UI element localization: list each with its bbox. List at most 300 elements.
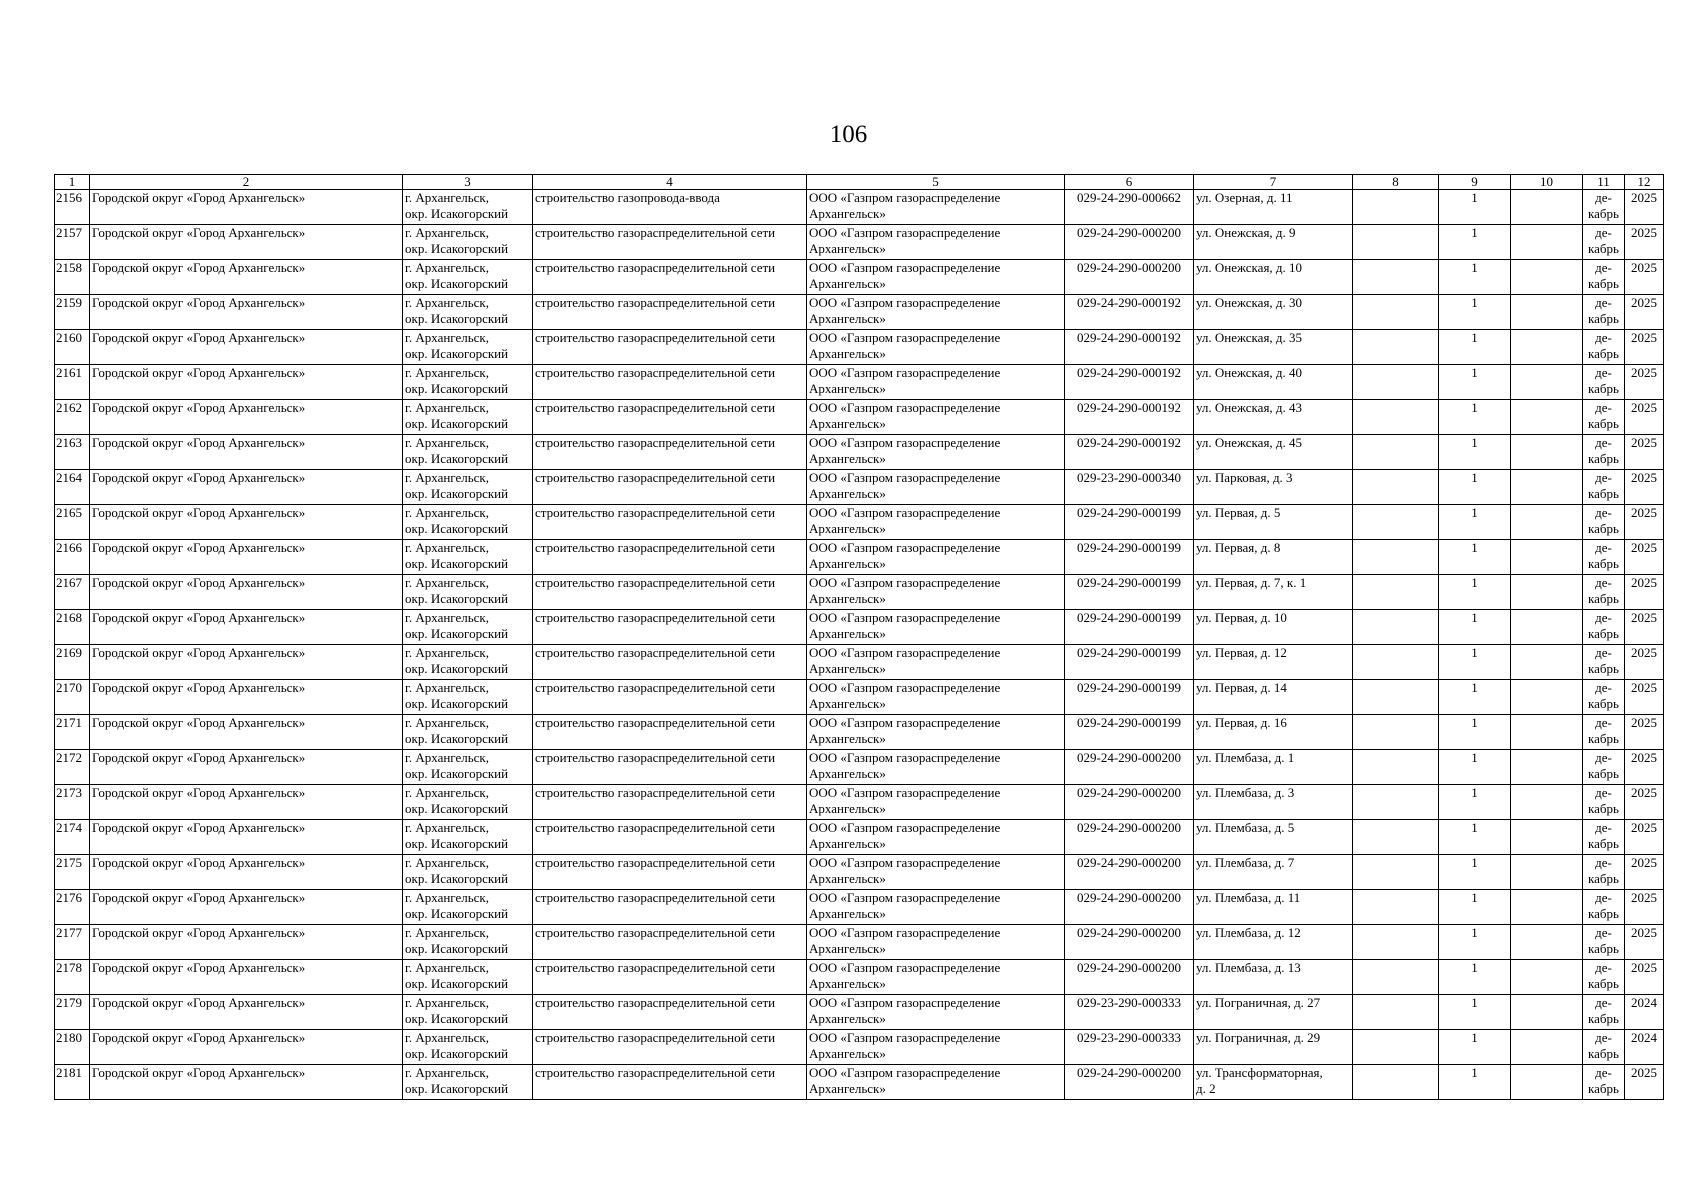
organization-cell — [807, 925, 1065, 960]
month-cell-line: де- — [1595, 960, 1612, 975]
month-cell-line: кабрь — [1588, 521, 1619, 536]
month-cell — [1583, 750, 1625, 785]
table-row — [55, 890, 1664, 925]
quantity-cell: 1 — [1439, 995, 1511, 1030]
year-cell: 2025 — [1625, 295, 1664, 330]
month-cell — [1583, 540, 1625, 575]
location-cell-line: окр. Исакогорский — [405, 241, 509, 256]
month-cell-line: де- — [1595, 1065, 1612, 1080]
column-8-cell — [1353, 750, 1439, 785]
object-code-cell: 029-24-290-000192 — [1065, 365, 1194, 400]
column-8-cell — [1353, 400, 1439, 435]
object-code-cell: 029-24-290-000192 — [1065, 435, 1194, 470]
organization-cell-line: ООО «Газпром газораспределение — [809, 400, 1001, 415]
month-cell-line: де- — [1595, 505, 1612, 520]
column-10-cell — [1511, 715, 1583, 750]
organization-cell-line: Архангельск» — [809, 731, 886, 746]
location-cell — [403, 295, 533, 330]
location-cell-line: г. Архангельск, — [405, 715, 489, 730]
object-code-cell: 029-24-290-000199 — [1065, 715, 1194, 750]
address-cell-line: ул. Онежская, д. 40 — [1196, 365, 1303, 380]
row-number: 2156 — [55, 190, 90, 225]
organization-cell-line: Архангельск» — [809, 1046, 886, 1061]
location-cell — [403, 995, 533, 1030]
work-type-cell: строительство газораспределительной сети — [533, 610, 807, 645]
organization-cell — [807, 435, 1065, 470]
quantity-cell: 1 — [1439, 505, 1511, 540]
municipality-cell: Городской округ «Город Архангельск» — [90, 715, 403, 750]
object-code-cell: 029-24-290-000200 — [1065, 925, 1194, 960]
organization-cell — [807, 820, 1065, 855]
organization-cell-line: Архангельск» — [809, 661, 886, 676]
municipality-cell: Городской округ «Город Архангельск» — [90, 750, 403, 785]
column-8-cell — [1353, 820, 1439, 855]
column-8-cell — [1353, 225, 1439, 260]
location-cell-line: окр. Исакогорский — [405, 311, 509, 326]
location-cell — [403, 960, 533, 995]
municipality-cell: Городской округ «Город Архангельск» — [90, 225, 403, 260]
quantity-cell: 1 — [1439, 435, 1511, 470]
table-row — [55, 750, 1664, 785]
month-cell-line: кабрь — [1588, 906, 1619, 921]
row-number: 2165 — [55, 505, 90, 540]
organization-cell-line: Архангельск» — [809, 976, 886, 991]
column-10-cell — [1511, 470, 1583, 505]
month-cell — [1583, 960, 1625, 995]
organization-cell-line: ООО «Газпром газораспределение — [809, 365, 1001, 380]
quantity-cell: 1 — [1439, 1030, 1511, 1065]
organization-cell-line: Архангельск» — [809, 1081, 886, 1096]
object-code-cell: 029-24-290-000200 — [1065, 855, 1194, 890]
location-cell-line: окр. Исакогорский — [405, 451, 509, 466]
row-number: 2180 — [55, 1030, 90, 1065]
object-code-cell: 029-23-290-000340 — [1065, 470, 1194, 505]
address-cell — [1194, 1065, 1353, 1100]
organization-cell-line: ООО «Газпром газораспределение — [809, 260, 1001, 275]
address-cell-line: ул. Трансформаторная, — [1196, 1065, 1323, 1080]
address-cell-line: ул. Онежская, д. 35 — [1196, 330, 1303, 345]
address-cell — [1194, 680, 1353, 715]
location-cell-line: окр. Исакогорский — [405, 556, 509, 571]
organization-cell-line: Архангельск» — [809, 801, 886, 816]
object-code-cell: 029-24-290-000200 — [1065, 750, 1194, 785]
work-type-cell: строительство газораспределительной сети — [533, 855, 807, 890]
municipality-cell: Городской округ «Город Архангельск» — [90, 645, 403, 680]
table-row — [55, 855, 1664, 890]
address-cell-line: ул. Пограничная, д. 27 — [1196, 995, 1321, 1010]
organization-cell — [807, 995, 1065, 1030]
object-code-cell: 029-24-290-000200 — [1065, 1065, 1194, 1100]
organization-cell-line: ООО «Газпром газораспределение — [809, 505, 1001, 520]
location-cell-line: г. Архангельск, — [405, 820, 489, 835]
organization-cell-line: ООО «Газпром газораспределение — [809, 750, 1001, 765]
row-number: 2162 — [55, 400, 90, 435]
address-cell-line: ул. Плембаза, д. 7 — [1196, 855, 1295, 870]
location-cell — [403, 575, 533, 610]
organization-cell — [807, 260, 1065, 295]
month-cell-line: кабрь — [1588, 661, 1619, 676]
table-row — [55, 785, 1664, 820]
organization-cell-line: Архангельск» — [809, 766, 886, 781]
location-cell-line: г. Архангельск, — [405, 225, 489, 240]
organization-cell-line: ООО «Газпром газораспределение — [809, 330, 1001, 345]
column-10-cell — [1511, 610, 1583, 645]
table-row — [55, 190, 1664, 225]
location-cell — [403, 190, 533, 225]
row-number: 2174 — [55, 820, 90, 855]
organization-cell-line: ООО «Газпром газораспределение — [809, 1065, 1001, 1080]
quantity-cell: 1 — [1439, 785, 1511, 820]
organization-cell — [807, 680, 1065, 715]
year-cell: 2024 — [1625, 995, 1664, 1030]
work-type-cell: строительство газораспределительной сети — [533, 890, 807, 925]
location-cell-line: г. Архангельск, — [405, 610, 489, 625]
organization-cell — [807, 365, 1065, 400]
organization-cell-line: ООО «Газпром газораспределение — [809, 855, 1001, 870]
row-number: 2171 — [55, 715, 90, 750]
month-cell-line: де- — [1595, 715, 1612, 730]
column-8-cell — [1353, 505, 1439, 540]
object-code-cell: 029-24-290-000199 — [1065, 505, 1194, 540]
organization-cell — [807, 295, 1065, 330]
quantity-cell: 1 — [1439, 575, 1511, 610]
month-cell-line: кабрь — [1588, 451, 1619, 466]
work-type-cell: строительство газораспределительной сети — [533, 995, 807, 1030]
organization-cell — [807, 785, 1065, 820]
column-10-cell — [1511, 820, 1583, 855]
table-row — [55, 505, 1664, 540]
location-cell-line: окр. Исакогорский — [405, 836, 509, 851]
municipality-cell: Городской округ «Город Архангельск» — [90, 470, 403, 505]
month-cell — [1583, 400, 1625, 435]
organization-cell-line: ООО «Газпром газораспределение — [809, 995, 1001, 1010]
address-cell — [1194, 470, 1353, 505]
column-8-cell — [1353, 610, 1439, 645]
column-10-cell — [1511, 960, 1583, 995]
location-cell-line: окр. Исакогорский — [405, 626, 509, 641]
year-cell: 2025 — [1625, 540, 1664, 575]
address-cell-line: ул. Первая, д. 7, к. 1 — [1196, 575, 1307, 590]
table-row — [55, 715, 1664, 750]
address-cell-line: ул. Плембаза, д. 1 — [1196, 750, 1295, 765]
municipality-cell: Городской округ «Город Архангельск» — [90, 855, 403, 890]
month-cell-line: кабрь — [1588, 311, 1619, 326]
location-cell-line: окр. Исакогорский — [405, 486, 509, 501]
location-cell-line: окр. Исакогорский — [405, 521, 509, 536]
address-cell — [1194, 925, 1353, 960]
column-8-cell — [1353, 960, 1439, 995]
row-number: 2169 — [55, 645, 90, 680]
address-cell-line: ул. Плембаза, д. 13 — [1196, 960, 1301, 975]
organization-cell-line: Архангельск» — [809, 276, 886, 291]
location-cell — [403, 785, 533, 820]
table-row — [55, 1030, 1664, 1065]
month-cell-line: кабрь — [1588, 976, 1619, 991]
location-cell-line: г. Архангельск, — [405, 960, 489, 975]
address-cell-line: ул. Первая, д. 12 — [1196, 645, 1287, 660]
address-cell-line: ул. Онежская, д. 45 — [1196, 435, 1303, 450]
year-cell: 2025 — [1625, 645, 1664, 680]
table-row — [55, 645, 1664, 680]
column-header: 10 — [1511, 175, 1583, 190]
month-cell — [1583, 575, 1625, 610]
quantity-cell: 1 — [1439, 680, 1511, 715]
municipality-cell: Городской округ «Город Архангельск» — [90, 435, 403, 470]
address-cell-line: ул. Первая, д. 8 — [1196, 540, 1281, 555]
table-row — [55, 435, 1664, 470]
year-cell: 2025 — [1625, 960, 1664, 995]
month-cell — [1583, 295, 1625, 330]
row-number: 2157 — [55, 225, 90, 260]
location-cell-line: окр. Исакогорский — [405, 731, 509, 746]
object-code-cell: 029-24-290-000200 — [1065, 225, 1194, 260]
location-cell-line: г. Архангельск, — [405, 1030, 489, 1045]
column-header: 9 — [1439, 175, 1511, 190]
organization-cell-line: Архангельск» — [809, 206, 886, 221]
table-row — [55, 470, 1664, 505]
column-header: 2 — [90, 175, 403, 190]
row-number: 2160 — [55, 330, 90, 365]
column-8-cell — [1353, 645, 1439, 680]
address-cell — [1194, 715, 1353, 750]
month-cell — [1583, 715, 1625, 750]
year-cell: 2025 — [1625, 785, 1664, 820]
address-cell — [1194, 400, 1353, 435]
municipality-cell: Городской округ «Город Архангельск» — [90, 400, 403, 435]
column-8-cell — [1353, 1065, 1439, 1100]
column-10-cell — [1511, 225, 1583, 260]
quantity-cell: 1 — [1439, 645, 1511, 680]
column-8-cell — [1353, 295, 1439, 330]
organization-cell-line: Архангельск» — [809, 906, 886, 921]
municipality-cell: Городской округ «Город Архангельск» — [90, 540, 403, 575]
table-header — [55, 175, 1664, 190]
municipality-cell: Городской округ «Город Архангельск» — [90, 575, 403, 610]
year-cell: 2024 — [1625, 1030, 1664, 1065]
organization-cell — [807, 505, 1065, 540]
month-cell-line: де- — [1595, 750, 1612, 765]
organization-cell — [807, 890, 1065, 925]
organization-cell-line: Архангельск» — [809, 416, 886, 431]
address-cell — [1194, 1030, 1353, 1065]
month-cell — [1583, 995, 1625, 1030]
organization-cell — [807, 715, 1065, 750]
work-type-cell: строительство газораспределительной сети — [533, 680, 807, 715]
row-number: 2159 — [55, 295, 90, 330]
column-8-cell — [1353, 680, 1439, 715]
organization-cell-line: ООО «Газпром газораспределение — [809, 575, 1001, 590]
column-header: 1 — [55, 175, 90, 190]
column-10-cell — [1511, 995, 1583, 1030]
year-cell: 2025 — [1625, 715, 1664, 750]
quantity-cell: 1 — [1439, 1065, 1511, 1100]
column-8-cell — [1353, 785, 1439, 820]
organization-cell-line: ООО «Газпром газораспределение — [809, 645, 1001, 660]
work-type-cell: строительство газораспределительной сети — [533, 225, 807, 260]
address-cell-line: ул. Первая, д. 16 — [1196, 715, 1287, 730]
address-cell — [1194, 225, 1353, 260]
organization-cell-line: ООО «Газпром газораспределение — [809, 610, 1001, 625]
month-cell-line: кабрь — [1588, 696, 1619, 711]
location-cell — [403, 750, 533, 785]
location-cell — [403, 540, 533, 575]
work-type-cell: строительство газораспределительной сети — [533, 505, 807, 540]
object-code-cell: 029-24-290-000200 — [1065, 820, 1194, 855]
location-cell-line: окр. Исакогорский — [405, 766, 509, 781]
address-cell — [1194, 295, 1353, 330]
month-cell-line: де- — [1595, 470, 1612, 485]
work-type-cell: строительство газораспределительной сети — [533, 365, 807, 400]
location-cell-line: окр. Исакогорский — [405, 696, 509, 711]
organization-cell-line: ООО «Газпром газораспределение — [809, 960, 1001, 975]
row-number: 2176 — [55, 890, 90, 925]
municipality-cell: Городской округ «Город Архангельск» — [90, 295, 403, 330]
address-cell-line: ул. Парковая, д. 3 — [1196, 470, 1293, 485]
month-cell-line: кабрь — [1588, 206, 1619, 221]
municipality-cell: Городской округ «Город Архангельск» — [90, 890, 403, 925]
address-cell — [1194, 890, 1353, 925]
year-cell: 2025 — [1625, 925, 1664, 960]
location-cell-line: окр. Исакогорский — [405, 801, 509, 816]
location-cell-line: окр. Исакогорский — [405, 276, 509, 291]
organization-cell — [807, 610, 1065, 645]
address-cell — [1194, 505, 1353, 540]
month-cell-line: кабрь — [1588, 416, 1619, 431]
location-cell-line: г. Архангельск, — [405, 995, 489, 1010]
location-cell-line: г. Архангельск, — [405, 645, 489, 660]
column-10-cell — [1511, 435, 1583, 470]
month-cell-line: де- — [1595, 190, 1612, 205]
month-cell — [1583, 505, 1625, 540]
column-8-cell — [1353, 890, 1439, 925]
year-cell: 2025 — [1625, 330, 1664, 365]
table-row — [55, 400, 1664, 435]
year-cell: 2025 — [1625, 855, 1664, 890]
month-cell-line: де- — [1595, 295, 1612, 310]
year-cell: 2025 — [1625, 680, 1664, 715]
municipality-cell: Городской округ «Город Архангельск» — [90, 960, 403, 995]
row-number: 2177 — [55, 925, 90, 960]
year-cell: 2025 — [1625, 365, 1664, 400]
month-cell-line: кабрь — [1588, 801, 1619, 816]
address-cell-line: ул. Пограничная, д. 29 — [1196, 1030, 1321, 1045]
row-number: 2170 — [55, 680, 90, 715]
month-cell — [1583, 645, 1625, 680]
row-number: 2178 — [55, 960, 90, 995]
row-number: 2179 — [55, 995, 90, 1030]
organization-cell — [807, 750, 1065, 785]
organization-cell-line: Архангельск» — [809, 486, 886, 501]
organization-cell — [807, 1065, 1065, 1100]
object-code-cell: 029-24-290-000200 — [1065, 960, 1194, 995]
table-row — [55, 365, 1664, 400]
column-8-cell — [1353, 435, 1439, 470]
quantity-cell: 1 — [1439, 400, 1511, 435]
month-cell — [1583, 225, 1625, 260]
month-cell-line: кабрь — [1588, 626, 1619, 641]
month-cell-line: де- — [1595, 400, 1612, 415]
address-cell — [1194, 785, 1353, 820]
month-cell — [1583, 330, 1625, 365]
month-cell — [1583, 785, 1625, 820]
month-cell-line: кабрь — [1588, 241, 1619, 256]
address-cell — [1194, 540, 1353, 575]
quantity-cell: 1 — [1439, 540, 1511, 575]
object-code-cell: 029-24-290-000192 — [1065, 400, 1194, 435]
address-cell — [1194, 365, 1353, 400]
organization-cell-line: Архангельск» — [809, 871, 886, 886]
column-8-cell — [1353, 190, 1439, 225]
month-cell-line: кабрь — [1588, 556, 1619, 571]
organization-cell-line: Архангельск» — [809, 241, 886, 256]
table-body — [55, 190, 1664, 1100]
column-header: 6 — [1065, 175, 1194, 190]
work-type-cell: строительство газораспределительной сети — [533, 330, 807, 365]
municipality-cell: Городской округ «Город Архангельск» — [90, 365, 403, 400]
month-cell — [1583, 680, 1625, 715]
address-cell-line: ул. Онежская, д. 9 — [1196, 225, 1296, 240]
organization-cell-line: ООО «Газпром газораспределение — [809, 785, 1001, 800]
organization-cell-line: ООО «Газпром газораспределение — [809, 680, 1001, 695]
organization-cell-line: Архангельск» — [809, 311, 886, 326]
column-10-cell — [1511, 680, 1583, 715]
month-cell — [1583, 1030, 1625, 1065]
municipality-cell: Городской округ «Город Архангельск» — [90, 1030, 403, 1065]
column-header: 11 — [1583, 175, 1625, 190]
location-cell — [403, 1030, 533, 1065]
table-row — [55, 995, 1664, 1030]
row-number: 2172 — [55, 750, 90, 785]
column-header: 7 — [1194, 175, 1353, 190]
month-cell — [1583, 610, 1625, 645]
month-cell-line: кабрь — [1588, 1011, 1619, 1026]
address-cell — [1194, 435, 1353, 470]
column-8-cell — [1353, 715, 1439, 750]
column-10-cell — [1511, 575, 1583, 610]
month-cell-line: де- — [1595, 575, 1612, 590]
organization-cell — [807, 855, 1065, 890]
address-cell-line: ул. Плембаза, д. 11 — [1196, 890, 1301, 905]
work-type-cell: строительство газораспределительной сети — [533, 820, 807, 855]
organization-cell-line: ООО «Газпром газораспределение — [809, 435, 1001, 450]
column-8-cell — [1353, 995, 1439, 1030]
quantity-cell: 1 — [1439, 890, 1511, 925]
month-cell — [1583, 1065, 1625, 1100]
address-cell — [1194, 960, 1353, 995]
month-cell-line: де- — [1595, 890, 1612, 905]
organization-cell — [807, 190, 1065, 225]
municipality-cell: Городской округ «Город Архангельск» — [90, 680, 403, 715]
column-header: 3 — [403, 175, 533, 190]
location-cell — [403, 470, 533, 505]
address-cell-line: ул. Плембаза, д. 3 — [1196, 785, 1295, 800]
year-cell: 2025 — [1625, 190, 1664, 225]
month-cell-line: кабрь — [1588, 871, 1619, 886]
quantity-cell: 1 — [1439, 855, 1511, 890]
work-type-cell: строительство газораспределительной сети — [533, 470, 807, 505]
organization-cell-line: ООО «Газпром газораспределение — [809, 225, 1001, 240]
organization-cell — [807, 400, 1065, 435]
quantity-cell: 1 — [1439, 365, 1511, 400]
location-cell — [403, 610, 533, 645]
year-cell: 2025 — [1625, 435, 1664, 470]
location-cell-line: окр. Исакогорский — [405, 661, 509, 676]
header-row — [55, 175, 1664, 190]
municipality-cell: Городской округ «Город Архангельск» — [90, 190, 403, 225]
month-cell — [1583, 925, 1625, 960]
month-cell-line: де- — [1595, 1030, 1612, 1045]
location-cell-line: г. Архангельск, — [405, 785, 489, 800]
